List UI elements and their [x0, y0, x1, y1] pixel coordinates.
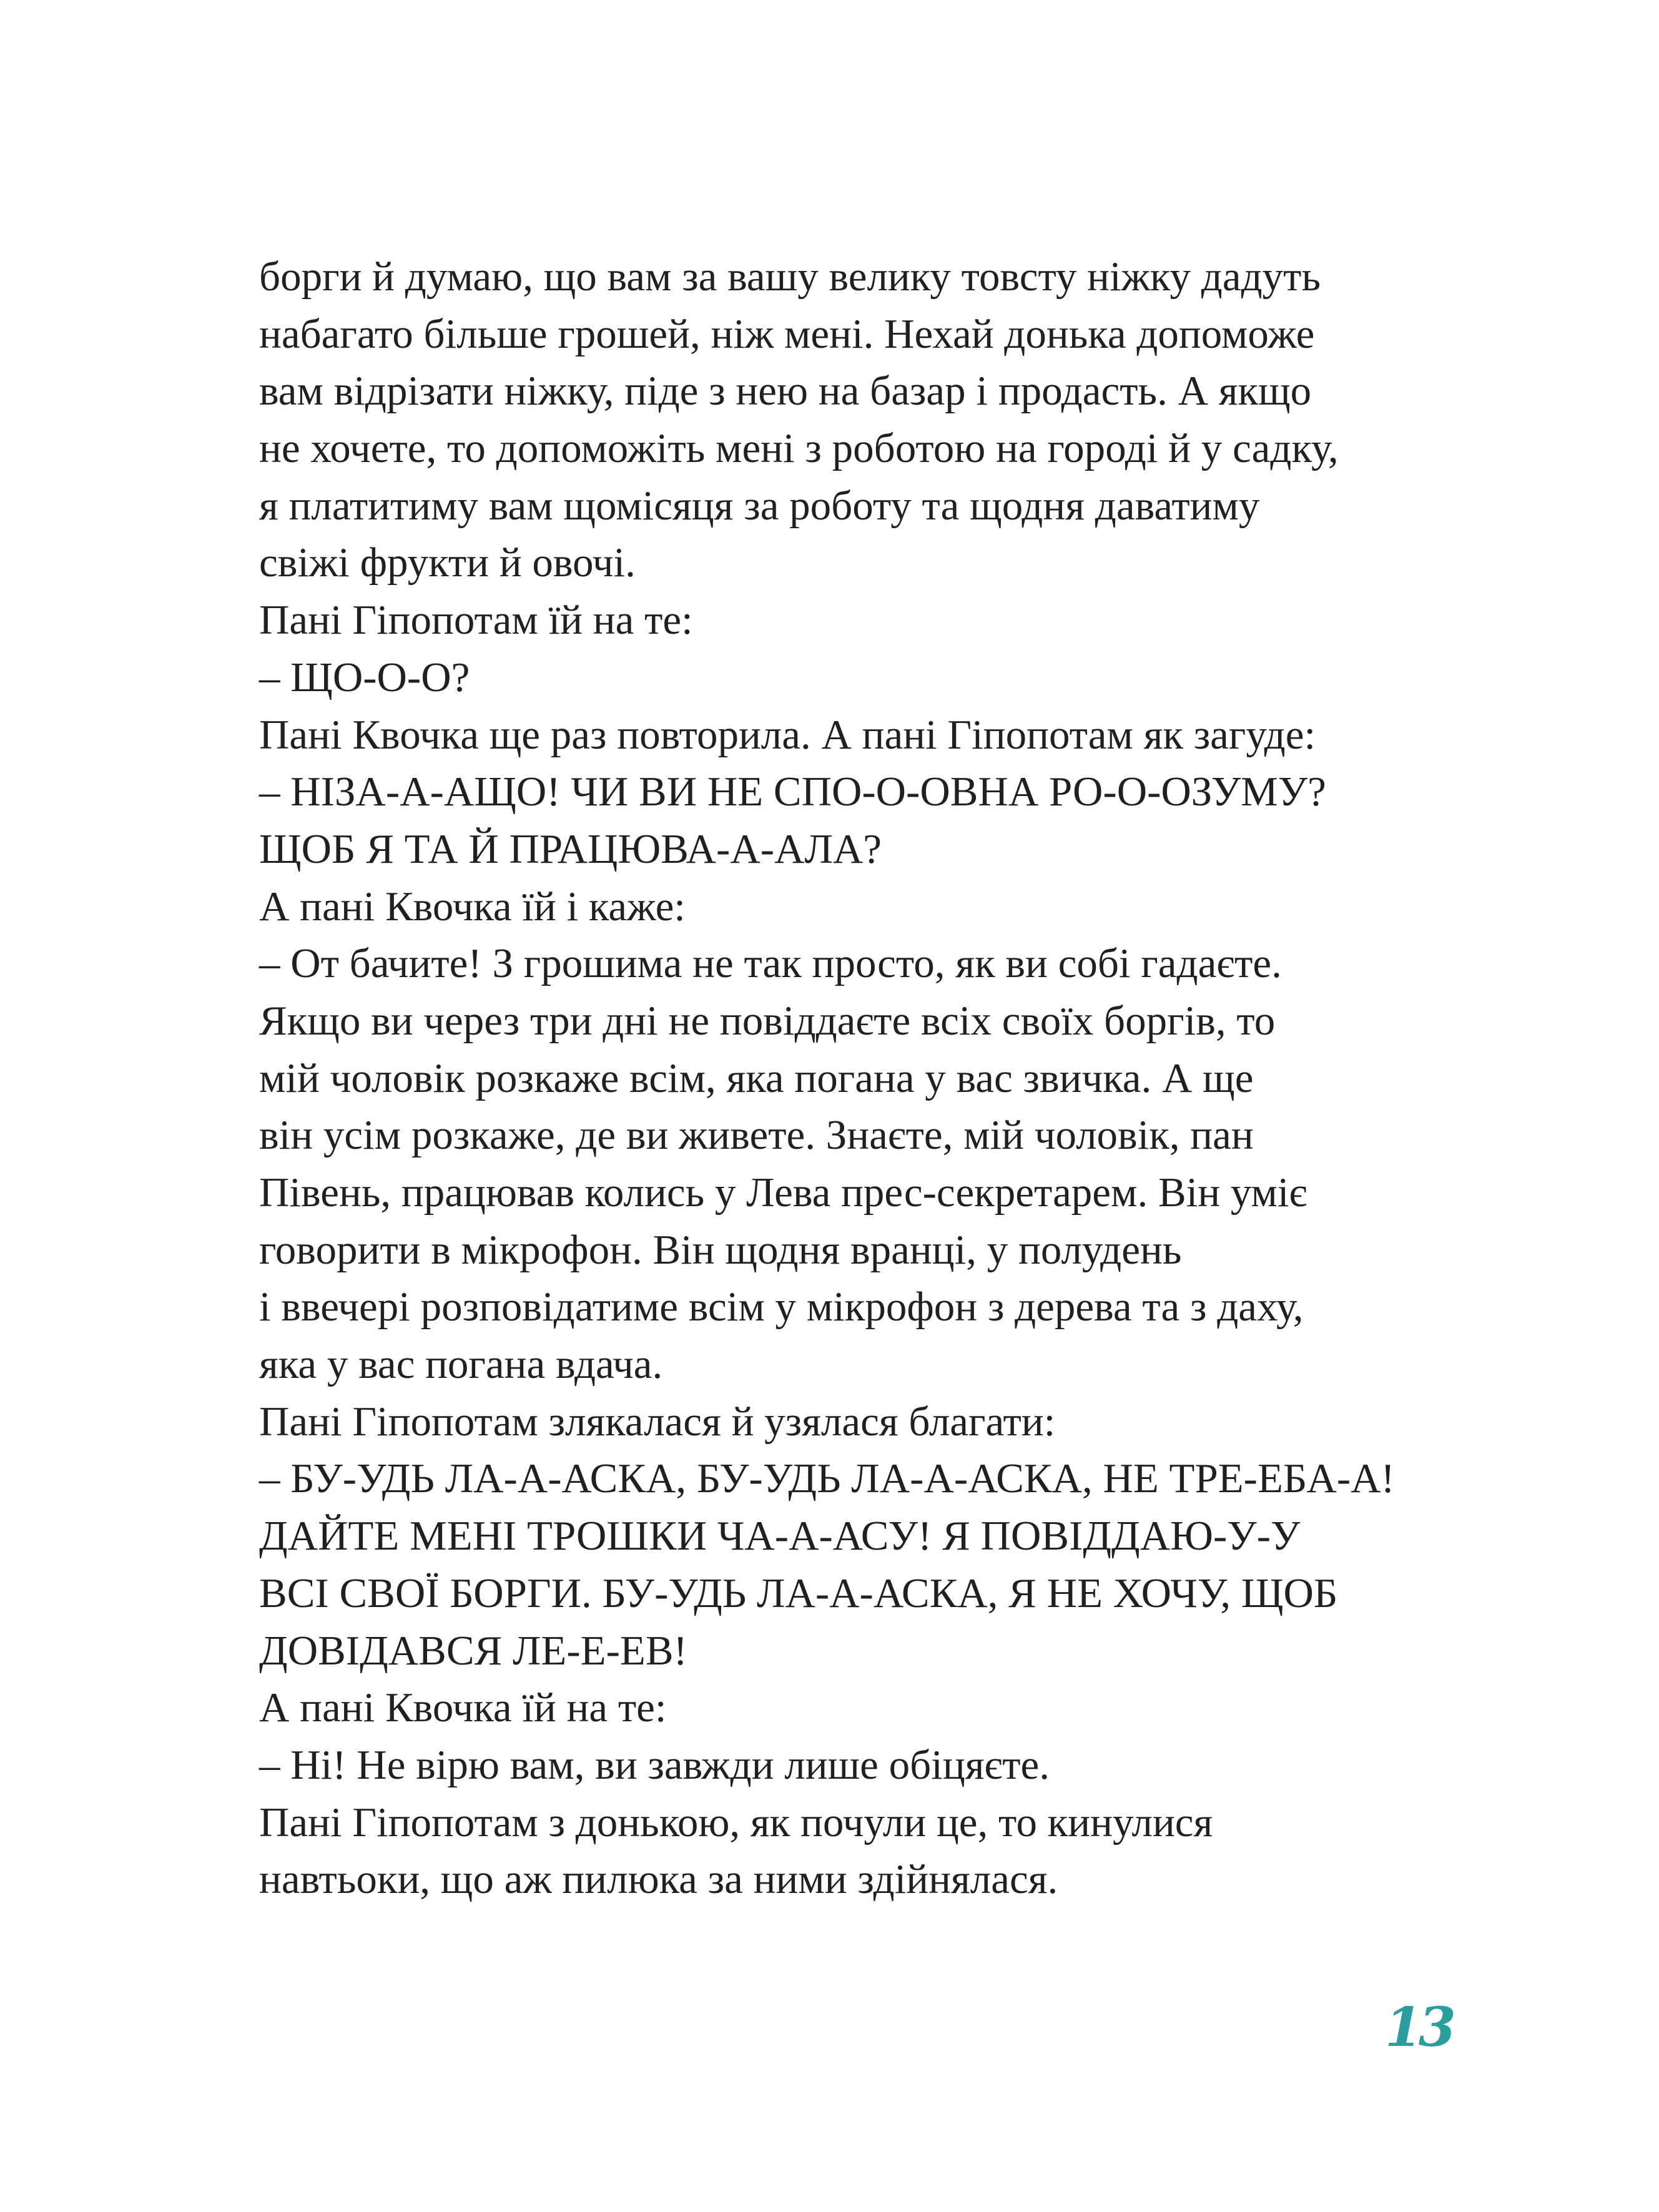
text-line: А пані Квочка їй на те: — [259, 1684, 667, 1731]
text-line: ВСІ СВОЇ БОРГИ. БУ-УДЬ ЛА-А-АСКА, Я НЕ ХОЧУ, ЩОБ — [259, 1570, 1338, 1616]
text-line: і ввечері розповідатиме всім у мікрофон з дерева та з даху, — [259, 1284, 1304, 1330]
story-text — [259, 248, 1477, 1909]
text-line: Півень, працював колись у Лева прес-секретарем. Він уміє — [259, 1169, 1307, 1216]
text-line: – Ні! Не вірю вам, ви завжди лише обіцяєте. — [259, 1741, 1050, 1788]
text-line: Пані Гіпопотам їй на те: — [259, 597, 693, 644]
text-line: яка у вас погана вдача. — [259, 1341, 663, 1388]
page-number: 13 — [1385, 1996, 1452, 2059]
text-line: Пані Гіпопотам злякалася й узялася благати: — [259, 1398, 1056, 1445]
text-line: борги й думаю, що вам за вашу велику товсту ніжку дадуть — [259, 253, 1321, 300]
text-line: ДОВІДАВСЯ ЛЕ-Е-ЕВ! — [259, 1627, 687, 1674]
text-line: Пані Гіпопотам з донькою, як почули це, то кинулися — [259, 1799, 1213, 1846]
text-line: він усім розкаже, де ви живете. Знаєте, мій чоловік, пан — [259, 1112, 1254, 1159]
text-line: ЩОБ Я ТА Й ПРАЦЮВА-А-АЛА? — [259, 825, 882, 872]
text-line: набагато більше грошей, ніж мені. Нехай донька допоможе — [259, 310, 1315, 357]
text-line: – БУ-УДЬ ЛА-А-АСКА, БУ-УДЬ ЛА-А-АСКА, НЕ ТРЕ-ЕБА-А! — [259, 1455, 1395, 1502]
text-line: вам відрізати ніжку, піде з нею на базар і продасть. А якщо — [259, 368, 1312, 415]
text-line: навтьоки, що аж пилюка за ними здійнялася. — [259, 1856, 1058, 1903]
text-line: Пані Квочка ще раз повторила. А пані Гіпопотам як загуде: — [259, 711, 1316, 758]
text-line: А пані Квочка їй і каже: — [259, 883, 686, 930]
text-line: – От бачите! З грошима не так просто, як ви собі гадаєте. — [259, 940, 1282, 987]
text-line: – ЩО-О-О? — [259, 654, 470, 700]
text-line: ДАЙТЕ МЕНІ ТРОШКИ ЧА-А-АСУ! Я ПОВІДДАЮ-У-У — [259, 1513, 1301, 1560]
text-line: не хочете, то допоможіть мені з роботою на городі й у садку, — [259, 425, 1339, 472]
text-line: я платитиму вам щомісяця за роботу та щодня даватиму — [259, 482, 1260, 529]
text-line: говорити в мікрофон. Він щодня вранці, у полудень — [259, 1226, 1182, 1273]
text-line: Якщо ви через три дні не повіддаєте всіх своїх боргів, то — [259, 997, 1276, 1044]
text-line: мій чоловік розкаже всім, яка погана у вас звичка. А ще — [259, 1054, 1254, 1101]
text-line: свіжі фрукти й овочі. — [259, 539, 636, 586]
text-line: – НІЗА-А-АЩО! ЧИ ВИ НЕ СПО-О-ОВНА РО-О-ОЗУМУ? — [259, 769, 1326, 815]
